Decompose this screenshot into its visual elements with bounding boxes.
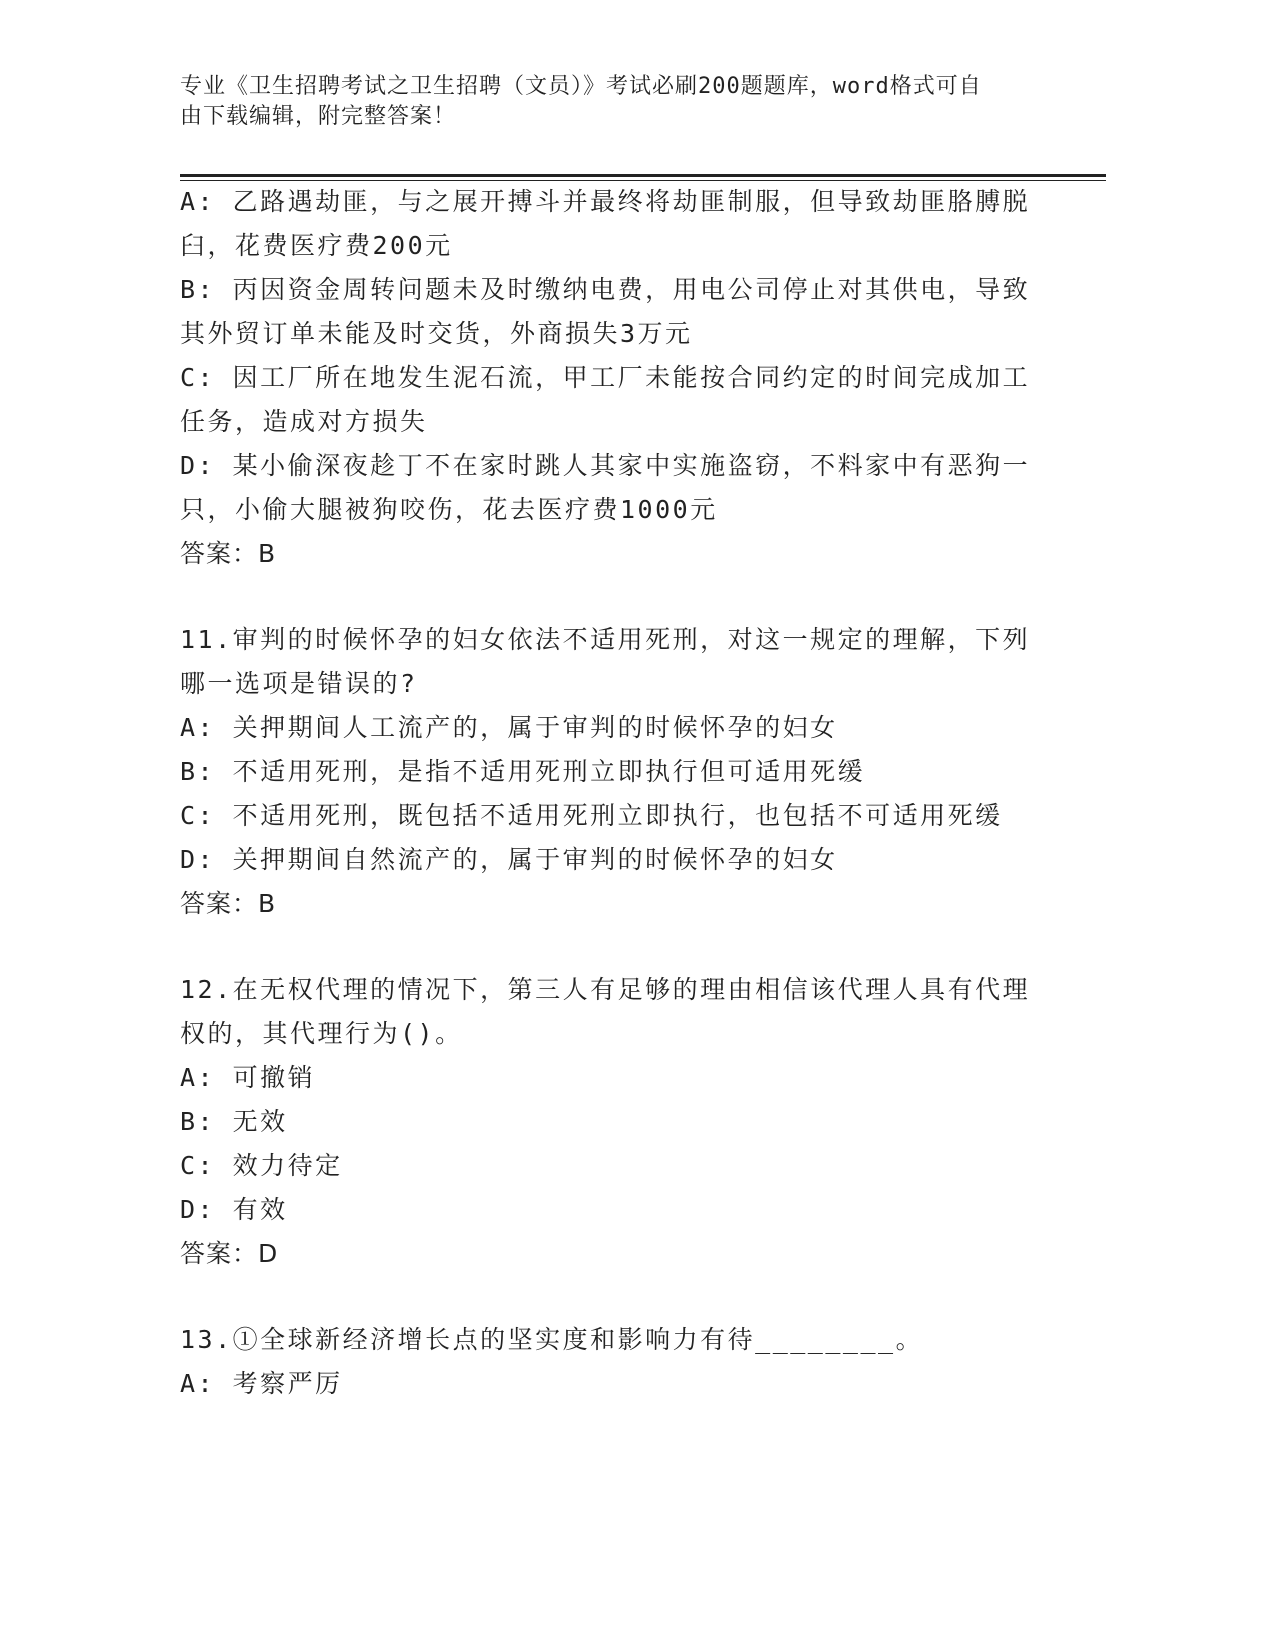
q10-option-line-1: A: 乙路遇劫匪，与之展开搏斗并最终将劫匪制服，但导致劫匪胳膊脱: [180, 187, 1031, 216]
q10-option-line-6: 任务，造成对方损失: [180, 407, 428, 436]
q10-option-line-8: 只，小偷大腿被狗咬伤，花去医疗费1000元: [180, 495, 718, 524]
q12-option-d: D: 有效: [180, 1195, 288, 1224]
q11-stem-line-1: 11.审判的时候怀孕的妇女依法不适用死刑，对这一规定的理解，下列: [180, 625, 1031, 654]
q12-stem-line-1: 12.在无权代理的情况下，第三人有足够的理由相信该代理人具有代理: [180, 975, 1031, 1004]
document-body: [180, 180, 1040, 1406]
header-rule-thick: [180, 174, 1106, 177]
q10-option-line-7: D: 某小偷深夜趁丁不在家时跳人其家中实施盗窃，不料家中有恶狗一: [180, 451, 1031, 480]
question-12: [180, 968, 1040, 1276]
q12-stem-line-2: 权的，其代理行为()。: [180, 1019, 463, 1048]
document-header: [180, 72, 1040, 132]
section-gap: [180, 1276, 1040, 1318]
q12-option-a: A: 可撤销: [180, 1063, 316, 1092]
q10-option-line-5: C: 因工厂所在地发生泥石流，甲工厂未能按合同约定的时间完成加工: [180, 363, 1031, 392]
section-gap: [180, 576, 1040, 618]
q11-option-b: B: 不适用死刑，是指不适用死刑立即执行但可适用死缓: [180, 757, 866, 786]
question-10: [180, 180, 1040, 576]
question-11: [180, 618, 1040, 926]
header-line-1: 专业《卫生招聘考试之卫生招聘（文员）》考试必刷200题题库，word格式可自: [180, 74, 982, 99]
q12-option-b: B: 无效: [180, 1107, 288, 1136]
q10-option-line-2: 臼，花费医疗费200元: [180, 231, 453, 260]
q10-option-line-4: 其外贸订单未能及时交货，外商损失3万元: [180, 319, 693, 348]
q10-option-line-3: B: 丙因资金周转问题未及时缴纳电费，用电公司停止对其供电，导致: [180, 275, 1031, 304]
q11-stem-line-2: 哪一选项是错误的?: [180, 669, 418, 698]
question-13: [180, 1318, 1040, 1406]
q12-answer: 答案：D: [180, 1239, 279, 1268]
section-gap: [180, 926, 1040, 968]
q10-answer: 答案：B: [180, 539, 277, 568]
header-line-2: 由下载编辑，附完整答案！: [180, 104, 457, 129]
q13-stem-line-1: 13.①全球新经济增长点的坚实度和影响力有待________。: [180, 1325, 924, 1354]
q13-option-a: A: 考察严厉: [180, 1369, 343, 1398]
q11-option-a: A: 关押期间人工流产的，属于审判的时候怀孕的妇女: [180, 713, 838, 742]
q11-option-d: D: 关押期间自然流产的，属于审判的时候怀孕的妇女: [180, 845, 838, 874]
q11-answer: 答案：B: [180, 889, 277, 918]
q12-option-c: C: 效力待定: [180, 1151, 343, 1180]
q11-option-c: C: 不适用死刑，既包括不适用死刑立即执行，也包括不可适用死缓: [180, 801, 1003, 830]
